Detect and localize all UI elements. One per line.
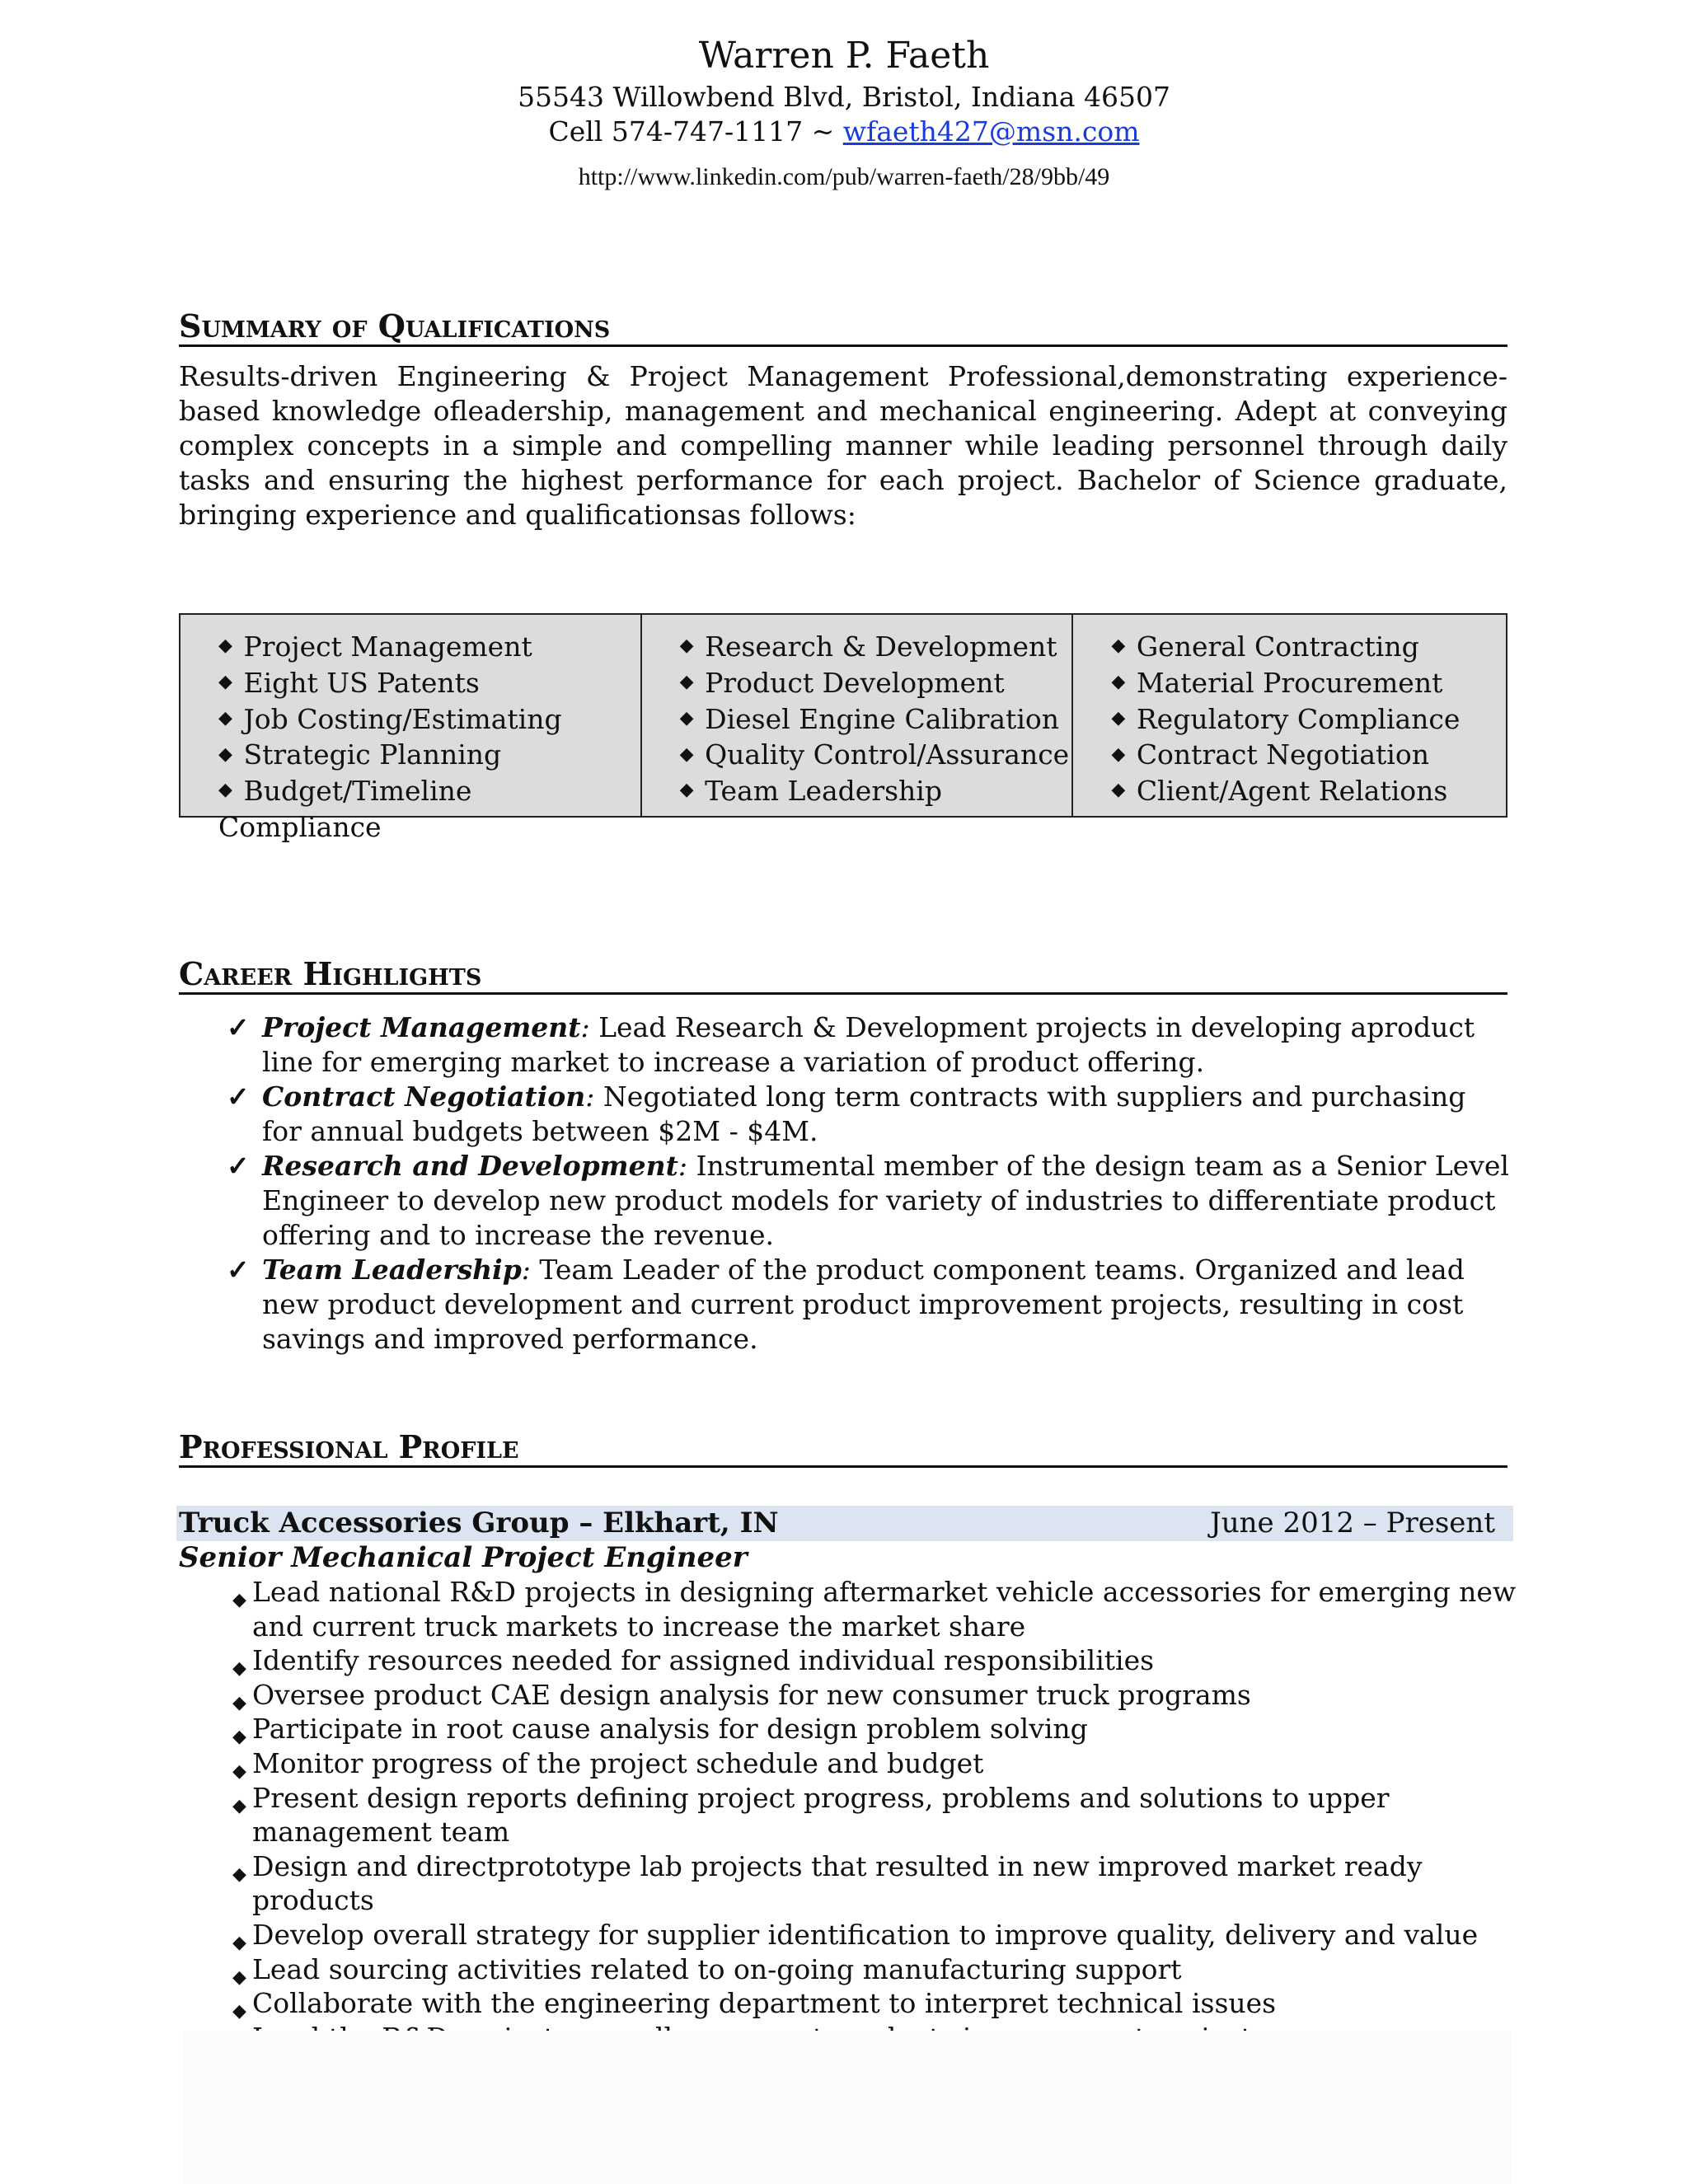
skill-item	[680, 738, 1072, 774]
skill-label: Job Costing/Estimating	[243, 702, 562, 735]
diamond-bullet-icon: ◆	[232, 1795, 246, 1816]
skill-item	[218, 666, 640, 702]
career-highlight-item: ✓ Team Leadership: Team Leader of the product component teams. Organized and lead new product development and current product improvement projects, resulting in cost savings and improved performance.	[227, 1254, 1465, 1355]
page-continuation-area	[183, 2031, 1512, 2184]
skills-table	[179, 613, 1507, 843]
duty-text: Lead national R&D projects in designing aftermarket vehicle accessories for emerging new and current truck markets to increase the market share	[252, 1576, 1517, 1643]
skill-item	[680, 774, 1072, 810]
summary-heading: Summary of Qualifications	[179, 310, 1507, 347]
duty-item	[232, 1712, 1518, 1746]
diamond-bullet-icon: ◆	[679, 635, 694, 657]
skill-label: Regulatory Compliance	[1136, 702, 1461, 735]
skill-item	[1111, 774, 1506, 810]
checkmark-icon: ✓	[227, 1011, 250, 1043]
checkmark-icon: ✓	[227, 1254, 250, 1286]
email-link[interactable]: wfaeth427@msn.com	[842, 115, 1140, 148]
skill-item	[218, 702, 640, 738]
checkmark-icon: ✓	[227, 1080, 250, 1113]
highlight-title: Team Leadership	[262, 1254, 522, 1286]
diamond-bullet-icon: ◆	[679, 707, 694, 729]
highlight-text: Lead Research & Development projects in developing aproduct line for emerging market to increase a variation of product offering.	[262, 1011, 1475, 1078]
diamond-bullet-icon: ◆	[1111, 743, 1126, 765]
skill-label: Budget/Timeline Compliance	[218, 775, 472, 843]
skill-item	[680, 630, 1072, 666]
skills-column-3	[1071, 615, 1506, 816]
duty-text: Lead sourcing activities related to on-going manufacturing support	[252, 1952, 1182, 1985]
diamond-bullet-icon: ◆	[679, 672, 694, 692]
diamond-bullet-icon: ◆	[218, 780, 232, 801]
summary-text: Results-driven Engineering & Project Management Professional,demonstrating experience-based knowledge ofleadership, management and mechanical engineering. Adept at conveying complex concepts in a simple and compelling manner while leading personnel through daily tasks and ensuring the highest performance for each project. Bachelor of Science graduate, bringing experience and qualificationsas follows:	[179, 360, 1507, 531]
duty-item	[232, 1849, 1518, 1918]
highlight-text: Instrumental member of the design team as a Senior Level Engineer to develop new product models for variety of industries to differentiate product offering and to increase the revenue.	[262, 1150, 1509, 1251]
job-title: Senior Mechanical Project Engineer	[179, 1541, 748, 1574]
career-highlight-item: ✓ Contract Negotiation: Negotiated long term contracts with suppliers and purchasing for annual budgets between $2M - $4M.	[227, 1080, 1466, 1147]
company-name: Truck Accessories Group – Elkhart, IN	[179, 1507, 779, 1540]
diamond-bullet-icon: ◆	[232, 1590, 246, 1610]
diamond-bullet-icon: ◆	[232, 1658, 246, 1680]
skill-item	[1111, 738, 1506, 774]
diamond-bullet-icon: ◆	[232, 1692, 246, 1713]
duty-text: Develop overall strategy for supplier identification to improve quality, delivery and value	[252, 1918, 1479, 1951]
employment-dates: June 2012 – Present	[1210, 1507, 1495, 1540]
duty-item	[232, 1918, 1518, 1952]
resume-name: Warren P. Faeth	[698, 35, 990, 77]
diamond-bullet-icon: ◆	[218, 707, 232, 729]
diamond-bullet-icon: ◆	[218, 635, 232, 657]
career-heading: Career Highlights	[179, 958, 1507, 995]
job-header	[176, 1506, 1513, 1541]
cell-phone: Cell 574-747-1117 ~	[548, 115, 843, 148]
duty-text: Oversee product CAE design analysis for new consumer truck programs	[252, 1678, 1251, 1711]
skill-item	[1111, 630, 1506, 666]
duties-list	[232, 1575, 1518, 2089]
diamond-bullet-icon: ◆	[1111, 672, 1126, 692]
skill-label: General Contracting	[1136, 630, 1419, 663]
diamond-bullet-icon: ◆	[218, 672, 232, 692]
skill-item	[1111, 702, 1506, 738]
diamond-bullet-icon: ◆	[679, 743, 694, 765]
skill-label: Strategic Planning	[243, 738, 502, 771]
skill-label: Research & Development	[705, 630, 1057, 663]
diamond-bullet-icon: ◆	[232, 1727, 246, 1748]
career-highlight-item: ✓ Research and Development: Instrumental member of the design team as a Senior Level Engineer to develop new product models for variety of industries to differentiate product offering and to increase the revenue.	[227, 1150, 1509, 1251]
highlight-text: Negotiated long term contracts with suppliers and purchasing for annual budgets between $2M - $4M.	[262, 1080, 1466, 1147]
duty-item	[232, 1746, 1518, 1781]
skill-label: Diesel Engine Calibration	[705, 702, 1059, 735]
skills-column-2	[640, 615, 1072, 816]
duty-item	[232, 1952, 1518, 1987]
diamond-bullet-icon: ◆	[232, 1932, 246, 1953]
diamond-bullet-icon: ◆	[1111, 635, 1126, 657]
skill-label: Quality Control/Assurance	[705, 738, 1070, 771]
profile-heading: Professional Profile	[179, 1431, 1507, 1468]
skill-label: Client/Agent Relations	[1136, 775, 1448, 807]
duty-text: Design and directprototype lab projects that resulted in new improved market ready products	[252, 1849, 1423, 1917]
diamond-bullet-icon: ◆	[232, 2001, 246, 2022]
skill-item	[680, 702, 1072, 738]
diamond-bullet-icon: ◆	[218, 743, 232, 765]
skill-item	[680, 666, 1072, 702]
duty-item	[232, 1678, 1518, 1713]
diamond-bullet-icon: ◆	[679, 780, 694, 801]
duty-text: Participate in root cause analysis for design problem solving	[252, 1713, 1088, 1746]
skills-column-1	[181, 615, 640, 843]
contact-line	[0, 115, 1688, 148]
diamond-bullet-icon: ◆	[232, 1966, 246, 1988]
linkedin-url: http://www.linkedin.com/pub/warren-faeth/28/9bb/49	[578, 163, 1110, 190]
address: 55543 Willowbend Blvd, Bristol, Indiana 46507	[518, 81, 1170, 113]
skill-label: Team Leadership	[705, 775, 942, 807]
diamond-bullet-icon: ◆	[232, 1863, 246, 1885]
skill-label: Eight US Patents	[243, 666, 480, 699]
duty-item	[232, 1575, 1518, 1643]
highlight-text: Team Leader of the product component teams. Organized and lead new product development and current product improvement projects, resulting in cost savings and improved performance.	[262, 1254, 1465, 1355]
highlight-title: Research and Development	[262, 1150, 678, 1182]
highlight-title: Contract Negotiation	[262, 1080, 586, 1113]
skill-item	[1111, 666, 1506, 702]
skill-label: Product Development	[705, 666, 1005, 699]
skill-item	[218, 738, 640, 774]
highlight-title: Project Management	[262, 1011, 581, 1043]
career-highlights-list	[227, 1010, 1512, 1357]
diamond-bullet-icon: ◆	[1111, 707, 1126, 729]
diamond-bullet-icon: ◆	[232, 1760, 246, 1782]
skill-label: Contract Negotiation	[1136, 738, 1429, 771]
career-highlight-item: ✓ Project Management: Lead Research & Development projects in developing aproduct line for emerging market to increase a variation of product offering.	[227, 1011, 1475, 1078]
skill-label: Project Management	[243, 630, 532, 663]
duty-text: Collaborate with the engineering department to interpret technical issues	[252, 1987, 1277, 2020]
skill-item	[218, 630, 640, 666]
duty-item	[232, 1643, 1518, 1678]
checkmark-icon: ✓	[227, 1150, 250, 1182]
duty-text: Monitor progress of the project schedule and budget	[252, 1746, 984, 1779]
duty-item	[232, 1781, 1518, 1849]
skill-item	[218, 774, 640, 844]
skill-label: Material Procurement	[1136, 666, 1443, 699]
duty-text: Identify resources needed for assigned individual responsibilities	[252, 1644, 1155, 1677]
duty-item	[232, 1986, 1518, 2021]
duty-text: Present design reports defining project progress, problems and solutions to upper management team	[252, 1781, 1390, 1849]
diamond-bullet-icon: ◆	[1111, 780, 1126, 801]
